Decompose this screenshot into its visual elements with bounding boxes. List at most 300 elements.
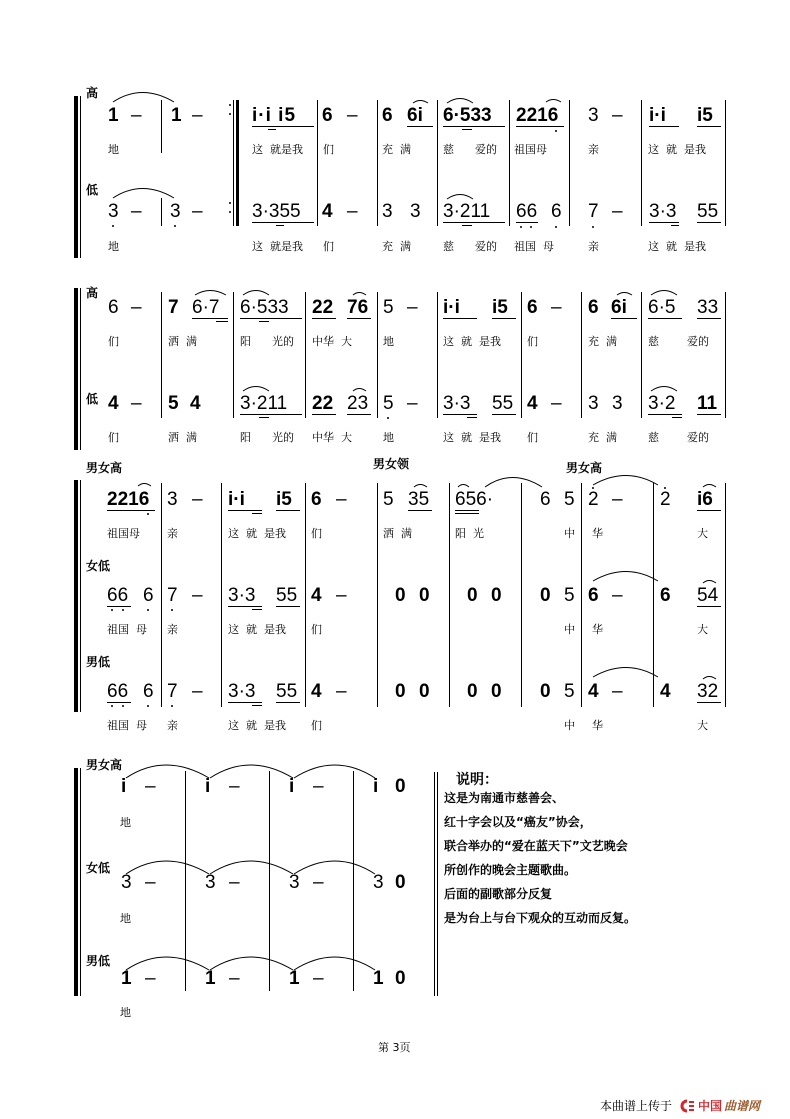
dash: – [612,681,623,702]
note: 4 [588,681,599,702]
rest: 0 [395,872,406,893]
lyric: 大 [697,527,708,540]
note-group: 3·355 [252,201,301,222]
underline [649,126,679,127]
underline [516,126,564,127]
note: 6 [108,297,119,318]
underline [276,510,300,511]
lyric: 这 就是我 [252,143,303,156]
dash: – [313,968,324,989]
rest: 0 [419,681,430,702]
logo-text-b: 曲谱网 [724,1099,761,1113]
note: 1 [171,105,182,126]
system-brace-line [80,768,81,996]
underline [462,225,472,226]
tie [592,568,662,582]
notes-divider [437,772,438,996]
slur [242,288,272,296]
dash: – [192,489,203,510]
note-group: 656· [455,489,494,510]
slur [412,98,430,104]
lyric: 充 满 [382,240,411,253]
slur [446,96,476,104]
barline [449,483,450,707]
underline [347,414,371,415]
note: 1 [373,968,384,989]
lyric: 阳 光的 [240,431,294,444]
lyric: 亲 [588,240,599,253]
lyric: 们 [527,431,538,444]
note: 3 [382,201,393,222]
underline [462,129,472,130]
lyric: 地 [383,431,394,444]
note: 6 [540,489,551,510]
dash: – [612,585,623,606]
underline [697,702,721,703]
lyric: 慈 爱的 [648,431,709,444]
repeat-dot [229,113,231,115]
lyric: 亲 [588,143,599,156]
underline [649,222,679,223]
note: 6 [143,585,154,606]
system-brace [74,768,78,996]
system-brace-line [80,480,81,712]
underline [492,318,516,319]
lyric: 这 就 是我 [648,240,706,253]
lyric: 慈 爱的 [648,335,709,348]
underline [492,414,516,415]
part-label-mf-high-2: 男女高 [566,461,603,475]
dash: – [313,872,324,893]
barline [161,198,162,226]
slur [352,290,368,296]
lyric: 这 就 是我 [443,335,501,348]
barline [437,292,438,418]
underline [312,318,336,319]
slur [352,386,368,392]
dash: – [551,393,562,414]
note: 3 [121,872,132,893]
barline [581,292,582,418]
low-octave-dot [171,705,173,707]
dash: – [347,105,358,126]
lyric: 大 [697,623,708,636]
repeat-dot [229,202,231,204]
note: 6 [382,105,393,126]
note: 4 [190,393,201,414]
underline [276,702,300,703]
lyric: 们 [527,335,538,348]
underline [443,414,477,415]
low-octave-dot [111,705,113,707]
lyric: 这 就 是我 [228,623,286,636]
system-brace [74,480,78,712]
dash: – [612,201,623,222]
underline [252,126,314,127]
slur [650,384,680,392]
part-label-m-low: 男低 [86,954,111,968]
low-octave-dot [592,226,594,228]
note: 4 [311,681,322,702]
part-label-mf-lead: 男女领 [373,457,410,471]
part-label-high: 高 [86,286,99,300]
system-brace-line [80,288,81,450]
underline [467,417,477,418]
lyric: 们 [311,719,322,732]
dash: – [336,585,347,606]
part-label-mf-high: 男女高 [86,758,123,772]
lyric: 中华 大 [312,431,352,444]
lyric: 中 [564,623,575,636]
rest: 0 [540,681,551,702]
lyric: 亲 [167,527,178,540]
low-octave-dot [520,226,522,228]
note: 6 [322,105,333,126]
notes-line: 所创作的晚会主题歌曲。 [444,863,577,877]
low-octave-dot [555,130,557,132]
underline [697,222,721,223]
lyric: 洒 满 [383,527,412,540]
dash: – [612,489,623,510]
lyric: 们 [323,143,334,156]
note-group: 2216 [107,489,150,510]
low-octave-dot [174,225,176,227]
low-octave-dot [122,705,124,707]
barline [521,483,522,707]
underline [312,414,336,415]
note-group: 6i [407,105,423,126]
underline [347,318,371,319]
note: 6 [588,585,599,606]
upload-credit [600,1097,760,1114]
lyric: 华 [592,623,603,636]
note: 3 [167,489,178,510]
note: 6 [143,681,154,702]
underline [407,126,433,127]
tie [112,89,178,103]
notes-line: 是为台上与台下观众的互动而反复。 [444,911,637,925]
dash: – [192,105,203,126]
lyric: 祖国 母 [107,719,147,732]
note-group: 76 [347,297,369,318]
dash: – [229,776,240,797]
lyric: 慈 爱的 [443,143,497,156]
note-group: 54 [697,585,719,606]
rest: 0 [395,776,406,797]
barline [509,100,510,226]
note: 6 [527,297,538,318]
note-group: 35 [408,489,430,510]
note: 1 [289,968,300,989]
underline [107,702,131,703]
dash: – [131,201,142,222]
lyric: 华 [592,719,603,732]
lyric: 充 满 [382,143,411,156]
lyric: 亲 [167,719,178,732]
slur [702,674,718,680]
lyric: 们 [108,335,119,348]
slur [137,481,153,487]
note-group: i·i [443,297,460,318]
underline [252,609,262,610]
underline [697,414,721,415]
note: 5 [564,681,575,702]
dash: – [131,393,142,414]
lyric: 这 就是我 [252,240,303,253]
underline [443,222,505,223]
repeat-barline-thick [236,100,239,226]
note-group: 6·7 [192,297,220,318]
note-group: 6i [611,297,627,318]
underline [192,318,228,319]
note: 5 [564,585,575,606]
repeat-barline [233,100,234,226]
dash: – [145,872,156,893]
low-octave-dot [147,513,149,515]
note: 3 [373,872,384,893]
note-group: i6 [697,489,713,510]
lyric: 这 就 是我 [648,143,706,156]
underline [671,225,679,226]
lyric: 中华 大 [312,335,352,348]
underline [268,129,276,130]
underline [455,510,479,511]
note: 5 [168,393,179,414]
rest: 0 [395,585,406,606]
high-octave-dot [664,487,666,489]
note-group: 66 [107,585,129,606]
note-group: 3·3 [228,585,256,606]
underline [216,321,228,322]
note: 5 [383,297,394,318]
underline [516,222,538,223]
underline [259,417,269,418]
lyric: 地 [383,335,394,348]
dash: – [336,681,347,702]
lyric: 中 [564,527,575,540]
lyric: 这 就 是我 [228,719,286,732]
underline [276,606,300,607]
note: 3 [588,105,599,126]
logo-text-a: 中国 [698,1099,723,1113]
lyric: 洒 满 [168,335,197,348]
note: 3 [289,872,300,893]
site-logo-icon[interactable] [678,1097,760,1114]
dash: – [407,393,418,414]
slur [446,192,476,200]
underline [443,126,505,127]
note: 3 [612,393,623,414]
rest: 0 [491,585,502,606]
low-octave-dot [147,705,149,707]
note: 3 [410,201,421,222]
underline [228,702,262,703]
note: i [205,776,211,797]
dash: – [407,297,418,318]
dash: – [145,968,156,989]
note: 2 [660,489,671,510]
lyric: 充 满 [588,335,617,348]
barline [581,483,582,707]
lyric: 地 [120,1006,131,1019]
tie [592,472,662,486]
lyric: 们 [311,623,322,636]
barline [641,100,642,226]
barline [305,292,306,418]
note: 1 [108,105,119,126]
underline [252,222,314,223]
rest: 0 [491,681,502,702]
underline [697,606,721,607]
note: 2 [588,489,599,510]
lyric: 这 就 是我 [228,527,286,540]
part-label-low: 低 [86,183,99,197]
barline [161,483,162,707]
notes-line: 这是为南通市慈善会、 [444,791,565,805]
lyric: 大 [697,719,708,732]
slur [616,290,634,296]
note: 6 [311,489,322,510]
barline [377,483,378,707]
underline [697,126,721,127]
note-group: i5 [492,297,508,318]
barline [521,292,522,418]
part-label-m-low: 男低 [86,655,111,669]
note-group: 23 [347,393,369,414]
note: i [121,776,127,797]
note-group: 3·3 [649,201,677,222]
note: 3 [170,201,181,222]
slur [457,482,471,488]
note-group: 11 [697,393,718,414]
note: 5 [383,393,394,414]
dash: – [347,201,358,222]
notes-title: 说明： [456,772,498,788]
lyric: 洒 满 [168,431,197,444]
barline [641,292,642,418]
note-group: i5 [276,489,292,510]
dash: – [229,872,240,893]
note: 1 [205,968,216,989]
note: 3 [108,201,119,222]
note: 3 [588,393,599,414]
notes-line: 联合举办的“爱在蓝天下”文艺晚会 [444,839,628,853]
underline [443,318,477,319]
low-octave-dot [387,417,389,419]
dash: – [313,776,324,797]
part-label-low: 低 [86,392,99,406]
note-group: 6·533 [240,297,289,318]
note: 5 [383,489,394,510]
underline [648,318,682,319]
lyric: 们 [311,527,322,540]
note-group: 22 [312,393,334,414]
note: 3 [205,872,216,893]
low-octave-dot [111,609,113,611]
low-octave-dot [555,226,557,228]
note-group: 3·211 [240,393,288,414]
slur [702,482,718,488]
repeat-dot [229,104,231,106]
underline [259,321,269,322]
lyric: 祖国 母 [107,623,147,636]
lyric: 地 [120,816,131,829]
lyric: 亲 [167,623,178,636]
note-group: 33 [697,297,719,318]
lyric: 阳 光 [455,527,484,540]
underline [107,510,155,511]
lyric: 们 [108,431,119,444]
note: i [373,776,379,797]
barline [725,100,726,226]
low-octave-dot [171,609,173,611]
note: 4 [311,585,322,606]
barline [377,100,378,226]
note-group: 3·3 [443,393,471,414]
rest: 0 [540,585,551,606]
lyric: 祖国 母 [514,240,554,253]
slur [242,384,272,392]
low-octave-dot [147,609,149,611]
note: 4 [527,393,538,414]
dash: – [131,105,142,126]
low-octave-dot [122,609,124,611]
underline [408,510,432,511]
slur [545,97,563,103]
lyric: 地 [108,240,119,253]
note-group: 66 [516,201,538,222]
note: 6 [551,201,562,222]
system-brace [74,288,78,450]
notes-line: 红十字会以及“癌友”协会， [444,815,592,829]
note-group: i·i i5 [252,105,297,126]
barline [233,292,234,418]
lyric: 地 [108,143,119,156]
dash: – [612,105,623,126]
note: 5 [564,489,575,510]
underline [228,606,262,607]
barline [725,483,726,707]
rest: 0 [467,585,478,606]
barline [569,100,570,226]
underline [252,513,262,514]
part-label-mf-high: 男女高 [86,461,123,475]
high-octave-dot [592,487,594,489]
ties [125,758,375,780]
note: i [289,776,295,797]
part-label-f-low: 女低 [86,861,111,875]
lyric: 慈 爱的 [443,240,497,253]
note: 6 [588,297,599,318]
rest: 0 [419,585,430,606]
note-group: 55 [697,201,719,222]
note: 1 [121,968,132,989]
repeat-dot [229,211,231,213]
rest: 0 [395,968,406,989]
note: 4 [108,393,119,414]
lyric: 充 满 [588,431,617,444]
note-group: 6·5 [648,297,676,318]
tie [112,185,178,199]
note: 6 [660,585,671,606]
tie [592,664,662,678]
underline [672,417,682,418]
barline [161,292,162,418]
barline [161,100,162,153]
lyric: 地 [120,912,131,925]
ties [125,950,375,972]
lyric: 这 就 是我 [443,431,501,444]
